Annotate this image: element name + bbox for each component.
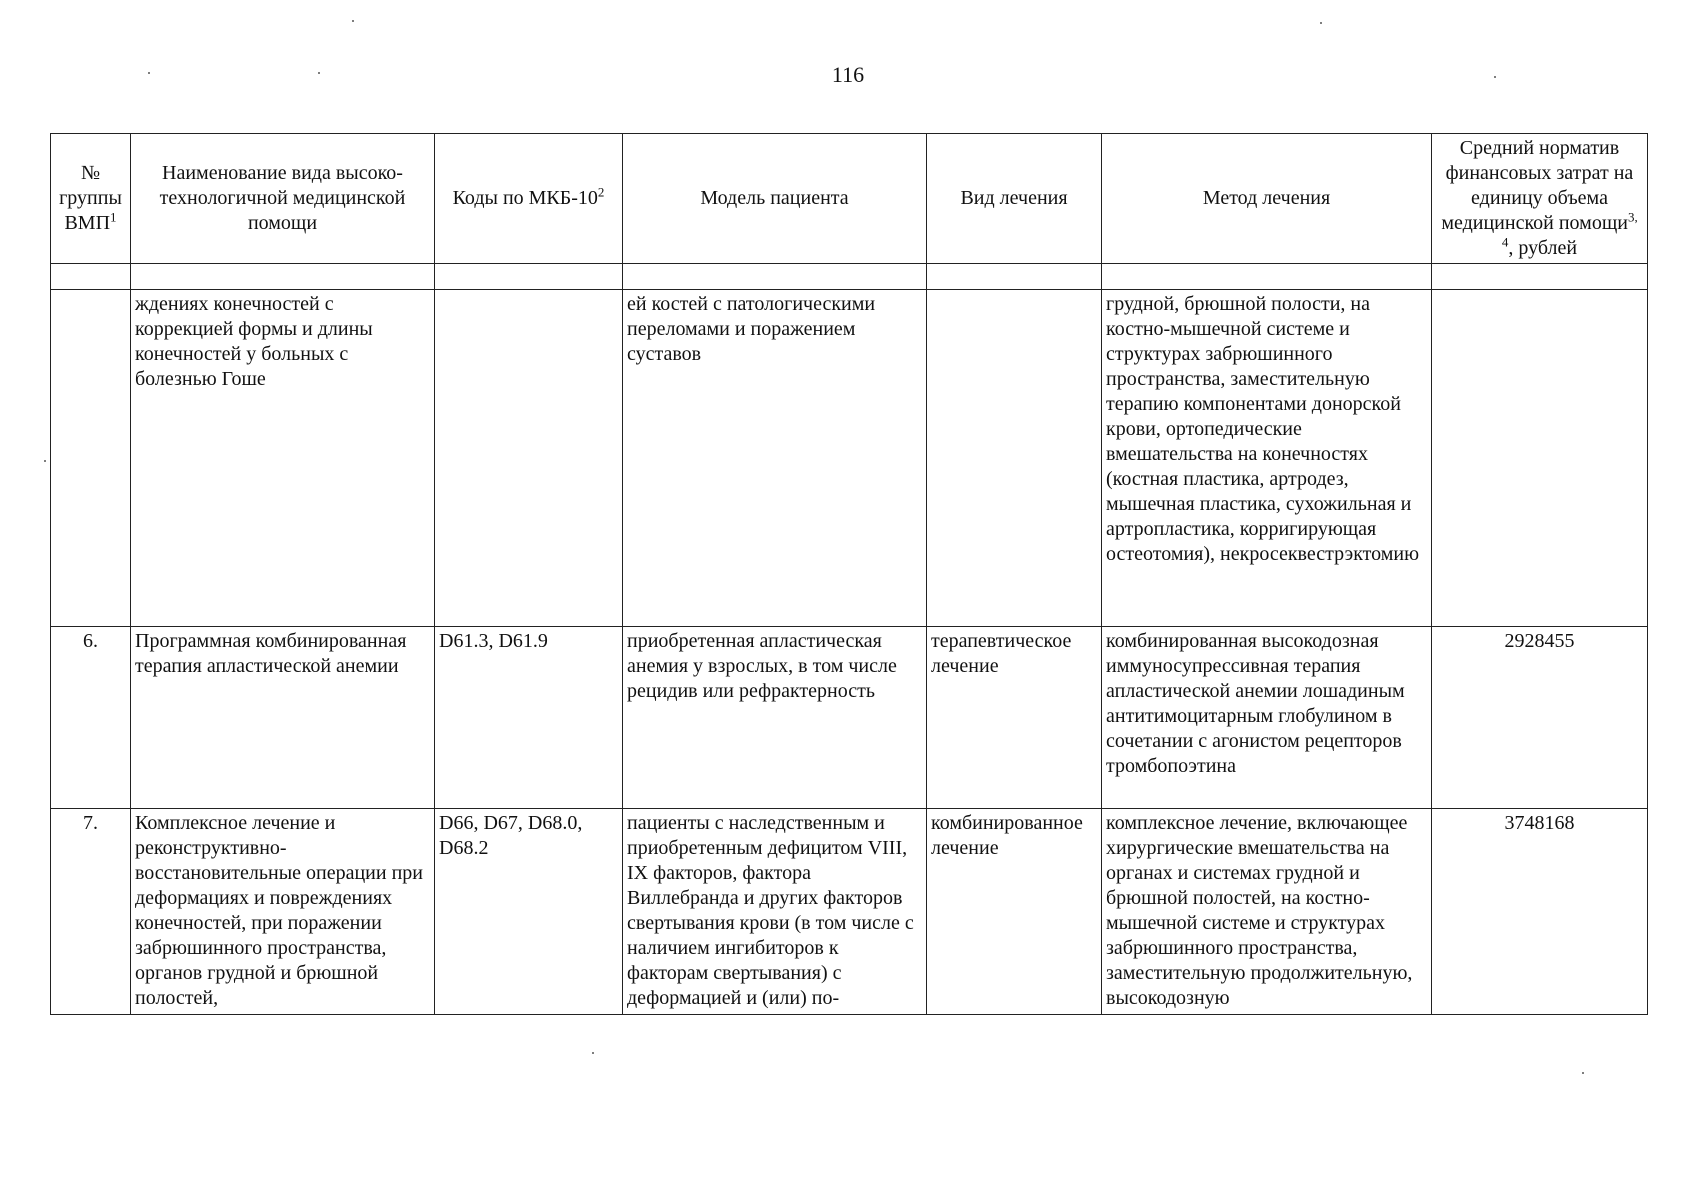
cell-name: Комплексное лечение и реконструктивно-восстановительные операции при деформациях и повреждениях конечностей, при поражении забрюшинного пространства, органов грудной и брюшной полостей,: [131, 809, 435, 1015]
header-row: [51, 134, 1648, 264]
scan-speck: [318, 72, 320, 74]
cell-method: грудной, брюшной полости, на костно-мышечной системе и структурах забрюшинного пространства, заместительную терапию компонентами донорской крови, ортопедические вмешательства на конечностях (костная пластика, артродез, мышечная пластика, сухожильная и артропластика, корригирующая остеотомия), некросеквестрэктомию: [1102, 290, 1432, 627]
table-row: [51, 809, 1648, 1015]
header-method: Метод лечения: [1102, 134, 1432, 264]
vmp-table: [50, 133, 1648, 1015]
cell-cost: [1432, 290, 1648, 627]
cell-num: 7.: [51, 809, 131, 1015]
cell-name: ждениях конечностей с коррекцией формы и длины конечностей у больных с болезнью Гоше: [131, 290, 435, 627]
cell-method: комбинированная высокодозная иммуносупрессивная терапия апластической анемии лошадиным антитимоцитарным глобулином в сочетании с агонистом рецепторов тромбопоэтина: [1102, 627, 1432, 809]
cell-method: комплексное лечение, включающее хирургические вмешательства на органах и системах грудной и брюшной полостей, на костно-мышечной системе и структурах забрюшинного пространства, заместительную продолжительную, высокодозную: [1102, 809, 1432, 1015]
cell-cost: 3748168: [1432, 809, 1648, 1015]
header-group-no: № группы ВМП$^1$: [51, 134, 131, 264]
cell-codes: [435, 290, 623, 627]
scan-speck: [44, 460, 46, 462]
scan-speck: [592, 1052, 594, 1054]
cell-model: ей костей с патологическими переломами и поражением суставов: [623, 290, 927, 627]
header-treatment-type: Вид лечения: [927, 134, 1102, 264]
cell-treatment-type: комбинированное лечение: [927, 809, 1102, 1015]
cell-cost: 2928455: [1432, 627, 1648, 809]
header-name: Наименование вида высоко-технологичной медицинской помощи: [131, 134, 435, 264]
scan-speck: [352, 20, 354, 22]
cell-treatment-type: [927, 290, 1102, 627]
table-row: [51, 627, 1648, 809]
scan-speck: [1494, 76, 1496, 78]
scan-speck: [1582, 1072, 1584, 1074]
table-row: [51, 290, 1648, 627]
scan-speck: [1320, 22, 1322, 24]
cell-name: Программная комбинированная терапия апластической анемии: [131, 627, 435, 809]
cell-codes: D66, D67, D68.0, D68.2: [435, 809, 623, 1015]
cell-model: пациенты с наследственным и приобретенным дефицитом VIII, IX факторов, фактора Виллебранда и других факторов свертывания крови (в том числе с наличием ингибиторов к факторам свертывания) с деформацией и (или) по-: [623, 809, 927, 1015]
header-model: Модель пациента: [623, 134, 927, 264]
header-cost: Средний норматив финансовых затрат на единицу объема медицинской помощи$^{3, 4}$, рублей: [1432, 134, 1648, 264]
cell-num: 6.: [51, 627, 131, 809]
header-codes: Коды по МКБ-$10^2$: [435, 134, 623, 264]
cell-model: приобретенная апластическая анемия у взрослых, в том числе рецидив или рефрактерность: [623, 627, 927, 809]
cell-num: [51, 290, 131, 627]
cell-treatment-type: терапевтическое лечение: [927, 627, 1102, 809]
header-spacer-row: [51, 264, 1648, 290]
scan-speck: [148, 72, 150, 74]
cell-codes: D61.3, D61.9: [435, 627, 623, 809]
page-number: 116: [831, 62, 865, 87]
